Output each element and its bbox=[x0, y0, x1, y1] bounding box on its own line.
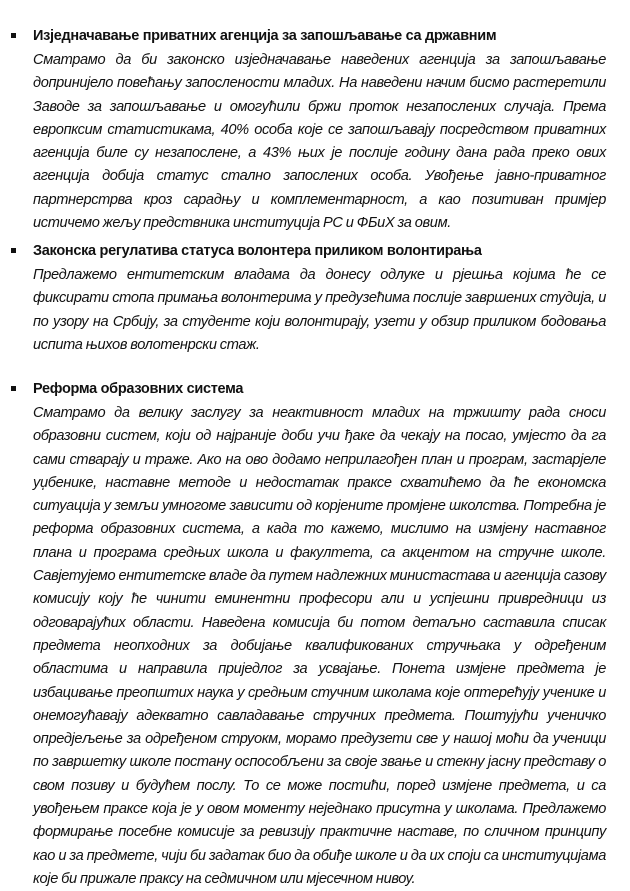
section-body: Предлажемо ентитетским владама да донесу одлуке и рјешња којима ће се фиксирати стопа примања волонтерима у предузећима послије завршених студија, и по узору на Србију, за студенте који волонтирају, узети у обзир приликом бодовања испита њихов волотенрски стаж. bbox=[33, 267, 606, 353]
section-heading: Законска регулатива статуса волонтера приликом волонтирања bbox=[33, 243, 482, 259]
section-body: Сматрамо да велику заслугу за неактивност младих на тржишту рада сноси образовни систем, који од најраније доби учи ђаке да чекају на посао, умјесто да га сами стварају и траже. Ако на ово додамо неприлагођен план и програм, застарјеле уџбенике, наставне методе и недостатак праксе схватићемо да ће економска ситуација у земљи умногоме зависити од корјените промјене школства. Потребна је реформа образовних система, а када то кажемо, мислимо на измјену наставног плана и програма средњих школа и факултета, са акцентом на стручне школе. Савјетујемо ентитетске владе да путем надлежних министастава и агенција сазову комисију коју ће чинити еминентни професори али и успјешни привредници из одговарајућих области. Наведена комисија би потом детаљно саставила списак предмета неопходних за добијање квалификованих стручњака у одређеним областима и направила приједлог за усвајање. Понета измјене предмета је избацивање преопштих наука у средњим стучним школама које оптерећују ученике и онемогућавају адекватно савладавање стручних предмета. Поштујући ученичко опредјељење за одређеном струокм, морамо предузети све у нашој моћи да ученици по завршетку школе постану оспособљени за своје звање и стекну јасну представу о свом позиву и будућем послу. То се може постићи, поред измјене предмета, и са увођењем праксе која је у овом моменту неједнако присутна у школама. Предлажемо формирање посебне комисије за ревизију практичне наставе, по сличном принципу као и за предмете, чији би задатак био да обиђе школе и да их споји са институцијама које би прижале праксу на седмичном или мјесечном нивоу. bbox=[33, 405, 606, 887]
section-heading: Изједначавање приватних агенција за запошљавање са државним bbox=[33, 28, 497, 44]
square-bullet-icon bbox=[11, 248, 16, 253]
square-bullet-icon bbox=[11, 386, 16, 391]
section-body: Сматрамо да би законско изједначавање наведених агенција за запошљавање допринијело повећању запослености младих. На наведени начим бисмо растеретили Заводе за запошљавање и омогућили бржи проток незапослених случаја. Према европксим статистикама, 40% особа које се запошљавају посредством приватних агенција биле су незапослене, а 43% њих је послије годину дана рада преко ових агенција добија статус стално запослених особа. Увођење јавно-приватног партнерстрва кроз сарадњу и комплементарност, а као позитиван примјер истичемо жељу предствника институција РС и ФБиХ за овим. bbox=[33, 52, 606, 232]
section-heading: Реформа образовних система bbox=[33, 381, 244, 397]
square-bullet-icon bbox=[11, 33, 16, 38]
